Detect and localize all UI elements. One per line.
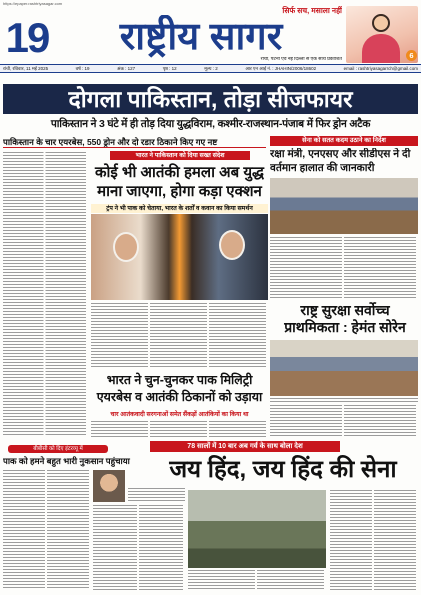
rni-number: आर एन आई नं. : JHAHIN/2006/18602	[245, 65, 317, 71]
center-story-body-text	[91, 303, 268, 369]
right-story-2-body-text	[270, 405, 418, 438]
bottom-left-body-text	[3, 470, 91, 590]
bottom-story-headline: जय हिंद, जय हिंद की सेना	[169, 456, 397, 483]
issue-number: अंक : 127	[117, 65, 136, 71]
anniversary-logo: 19	[5, 14, 49, 61]
right-story-headline: रक्षा मंत्री, एनएसए और सीडीएस ने दी वर्तमान हालात की जानकारी	[270, 148, 411, 174]
right-story-body-text	[270, 237, 418, 299]
info-strip	[0, 64, 421, 73]
illustration-figure-head	[372, 14, 390, 32]
leaders-composite-photo	[91, 214, 268, 300]
center-story-deck: ट्रंप ने भी पाक को चेताया, भारत के शर्तों व कवान का किया समर्थन	[91, 204, 268, 213]
editions-line: रांची, पटना एवं नई दिल्ली से एक साथ प्रकाशित	[260, 57, 342, 62]
bottom-story-kicker: 78 सालों में 10 बार अब गर्व के साथ बोला देश	[150, 441, 340, 452]
right-story-2-headline: राष्ट्र सुरक्षा सर्वोच्च प्राथमिकता : हेमंत सोरेन	[284, 302, 406, 335]
lead-headline: दोगला पाकिस्तान, तोड़ा सीजफायर	[3, 84, 418, 114]
center-story-2-body-text	[91, 421, 268, 438]
masthead-illustration	[346, 6, 418, 63]
soldiers-photo	[188, 490, 326, 568]
person-photo	[93, 470, 125, 502]
center-story-2-deck: चार आतंकवादी सरगनाओं समेत सैंकड़ों आतंकियों का किया था	[110, 411, 249, 418]
photo-face-left	[113, 232, 139, 262]
left-column-body-text	[3, 152, 88, 437]
bottom-left-story-headline: पाक को हमने बहुत भारी नुकसान पहुंचाया	[3, 456, 130, 466]
newspaper-title: राष्ट्रीय सागर	[119, 16, 283, 58]
soldiers-photo-caption	[188, 570, 326, 590]
lead-subheadline: पाकिस्तान ने 3 घंटे में ही तोड़ दिया युद्धविराम, कश्मीर-राजस्थान-पंजाब में फिर ड्रोन अटैक	[50, 118, 371, 130]
lead-kicker: भारत ने पाकिस्तान को दिया सख्त संदेश	[110, 151, 250, 160]
bottom-story-body-text	[330, 490, 418, 590]
cm-meeting-photo-caption	[270, 398, 418, 402]
center-story-2-headline: भारत ने चुन-चुनकर पाक मिलिट्री एयरबेस व आतंकी ठिकानों को उड़ाया	[96, 373, 263, 404]
illustration-badge: 6	[406, 50, 417, 61]
center-story-headline: कोई भी आतंकी हमला अब युद्ध माना जाएगा, होगा कड़ा एक्शन	[94, 164, 265, 200]
right-story-kicker: सेना को सतत कदम उठाने का निर्देश	[270, 136, 418, 146]
person-photo-side-text	[128, 488, 185, 503]
bottom-left-story-body-text	[93, 505, 185, 590]
page-count: पृष्ठ : 12	[162, 65, 177, 71]
masthead-tagline: सिर्फ सच, मसाला नहीं	[282, 6, 342, 15]
price: मूल्य : 2	[204, 65, 218, 71]
photo-face-right	[219, 230, 245, 260]
security-meeting-photo	[270, 178, 418, 234]
dateline: रांची, रविवार, 11 मई 2025	[3, 65, 49, 71]
year-number: वर्ष : 19	[75, 65, 90, 71]
email-address: email : rashtriyasagarrch@gmail.com	[343, 66, 418, 71]
bottom-left-story-kicker: बीबीसी को दिए इंटरव्यू में	[8, 445, 108, 453]
epaper-url-link[interactable]: https://epaper.rashtriyasagar.com	[3, 1, 63, 6]
illustration-figure-body	[362, 34, 400, 63]
lead-strap: पाकिस्तान के चार एयरबेस, 550 ड्रोन और दो रडार ठिकाने किए गए नष्ट	[3, 136, 266, 148]
cm-meeting-photo	[270, 340, 418, 396]
